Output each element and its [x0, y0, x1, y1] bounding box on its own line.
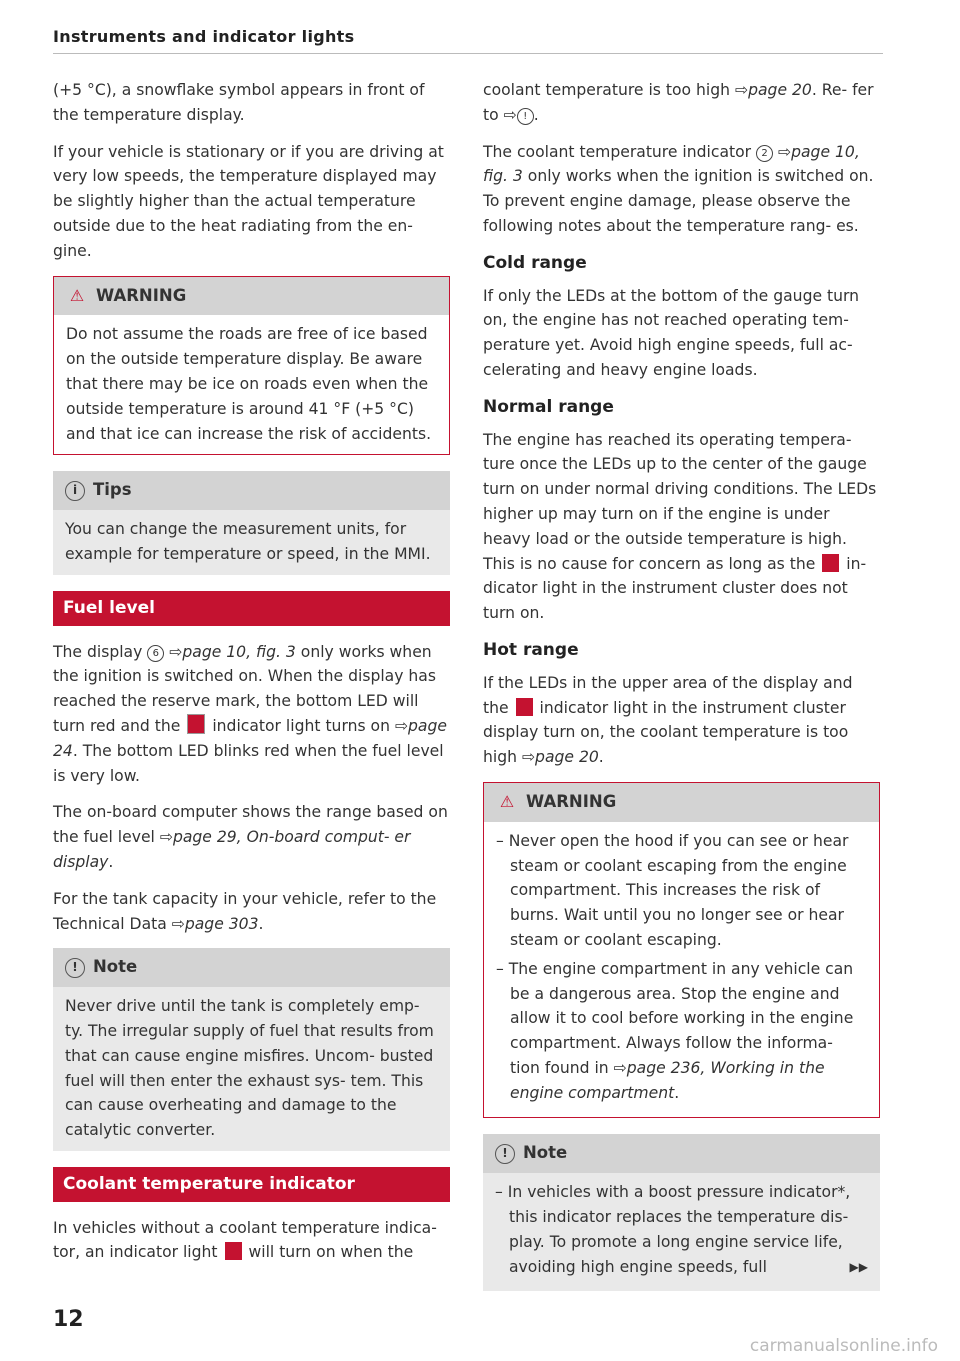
right-column [483, 78, 880, 1307]
warning-header [54, 277, 449, 316]
note-box [483, 1134, 880, 1291]
page-reference-link[interactable]: page 236, Working in the engine compartment [510, 1058, 825, 1102]
paragraph: For the tank capacity in your vehicle, refer to the Technical Data ⇨page 303. [53, 889, 437, 933]
header-divider [53, 53, 883, 54]
ref-arrow-icon: ⇨ [169, 642, 183, 661]
paragraph: If the LEDs in the upper area of the display and the indicator light in the instrument cluster display turn on, the coolant temperature is too high ⇨page 20. [483, 673, 853, 767]
paragraph: In vehicles without a coolant temperature indica- tor, an indicator light will turn on when the [53, 1218, 437, 1262]
page-reference-link[interactable]: page 10, fig. 3 [182, 642, 296, 661]
page-reference-link[interactable]: page 20 [748, 81, 812, 99]
warning-text: Do not assume the roads are free of ice based on the outside temperature display. Be aware that there may be ice on roads even when the outside temperature is around 41 °F (+5 °C) and that ice can increase the risk of accidents. [54, 315, 449, 454]
warning-list [484, 822, 879, 1118]
coolant-indicator-icon [225, 1242, 242, 1260]
section-title-coolant: Coolant temperature indicator [53, 1167, 450, 1202]
warning-triangle-icon: ⚠ [69, 285, 85, 305]
fuel-indicator-icon [187, 714, 205, 734]
warning-title: WARNING [96, 285, 187, 305]
continue-arrow-icon: ▶▶ [849, 1259, 868, 1274]
ref-arrow-icon: ⇨ [613, 1058, 627, 1077]
subheading-cold-range: Cold range [483, 252, 587, 273]
paragraph: If your vehicle is stationary or if you are driving at very low speeds, the temperature displayed may be slightly higher than the actual temperature outside due to the heat radiating from the en- gine. [53, 142, 444, 260]
page-header: Instruments and indicator lights [53, 27, 355, 46]
paragraph: coolant temperature is too high ⇨page 20. Re- fer to ⇨ ! . [483, 81, 874, 124]
coolant-indicator-icon [822, 554, 839, 572]
ref-arrow-icon: ⇨ [394, 716, 409, 735]
list-item: – Never open the hood if you can see or hear steam or coolant escaping from the engine compartment. This increases the risk of burns. Wait until you no longer see or hear steam or coolant escaping. [496, 831, 849, 949]
note-title: Note [93, 957, 138, 977]
page-number: 12 [53, 1307, 84, 1332]
list-item: – The engine compartment in any vehicle can be a dangerous area. Stop the engine and allow it to cool before working in the engine compartment. Always follow the informa- tion found in ⇨page 236, Working in the engine compartment. [496, 959, 854, 1102]
section-title-fuel: Fuel level [53, 591, 450, 626]
watermark: carmanualsonline.info [749, 1336, 938, 1356]
callout-number: 6 [147, 645, 164, 662]
list-item: – In vehicles with a boost pressure indicator*, this indicator replaces the temperature dis- play. To promote a long engine service life, avoiding high engine speeds, full ▶▶ [495, 1180, 868, 1279]
note-box [53, 948, 450, 1151]
ref-arrow-icon: ⇨ [778, 142, 792, 161]
ref-arrow-icon: ⇨ [503, 105, 517, 124]
coolant-indicator-icon [516, 698, 533, 716]
note-text: Never drive until the tank is completely emp- ty. The irregular supply of fuel that results from that can cause engine misfires. Uncom- busted fuel will then enter the exhaust sys- tem. This can cause overheating and damage to the catalytic converter. [65, 997, 434, 1140]
note-icon: ! [495, 1144, 515, 1164]
paragraph: The coolant temperature indicator 2 ⇨page 10, fig. 3 only works when the ignition is switched on. To prevent engine damage, please observe the following notes about the temperature rang- es. [483, 142, 874, 235]
tips-text: You can change the measurement units, for example for temperature or speed, in the MMI. [65, 520, 431, 563]
ref-arrow-icon: ⇨ [159, 828, 173, 847]
tips-box [53, 471, 450, 574]
ref-arrow-icon: ⇨ [171, 914, 185, 933]
warning-triangle-icon: ⚠ [499, 791, 515, 811]
info-icon: i [65, 481, 85, 501]
paragraph: If only the LEDs at the bottom of the gauge turn on, the engine has not reached operating tem- perature yet. Avoid high engine speeds, full ac- celerating and heavy engine loads. [483, 286, 860, 379]
note-title: Note [523, 1143, 568, 1163]
warning-header [484, 783, 879, 822]
paragraph: The on-board computer shows the range based on the fuel level ⇨page 29, On-board comput- er display. [53, 803, 448, 871]
note-header [483, 1134, 880, 1173]
tips-header [53, 471, 450, 510]
tips-title: Tips [93, 480, 132, 500]
warning-box [53, 276, 450, 456]
ref-arrow-icon: ⇨ [521, 748, 536, 767]
note-list [483, 1173, 880, 1291]
page-reference-link[interactable]: page 29, On-board comput- er display [53, 828, 411, 871]
note-header [53, 948, 450, 987]
page-reference-link[interactable]: page 20 [535, 748, 599, 767]
paragraph: (+5 °C), a snowflake symbol appears in front of the temperature display. [53, 81, 425, 124]
ref-arrow-icon: ⇨ [735, 81, 749, 99]
note-ref-icon[interactable]: ! [517, 108, 534, 125]
subheading-normal-range: Normal range [483, 396, 614, 417]
warning-box [483, 782, 880, 1119]
paragraph: The engine has reached its operating tempera- ture once the LEDs up to the center of the gauge turn on under normal driving conditions. The LEDs higher up may turn on if the engine is under heavy load or the outside temperature is high. This is no cause for concern as long as the in- dicator light in the instrument cluster does not turn on. [483, 430, 877, 623]
left-column [53, 78, 450, 1277]
paragraph: The display 6 ⇨page 10, fig. 3 only works when the ignition is switched on. When the display has reached the reserve mark, the bottom LED will turn red and the indicator light turns on ⇨page 24. The bottom LED blinks red when the fuel level is very low. [53, 642, 447, 785]
note-icon: ! [65, 958, 85, 978]
callout-number: 2 [756, 145, 773, 162]
page-reference-link[interactable]: page 303 [184, 914, 259, 933]
page-reference-link[interactable]: page 10, fig. 3 [483, 142, 860, 186]
page-reference-link[interactable]: page 24 [53, 716, 447, 760]
subheading-hot-range: Hot range [483, 639, 579, 660]
warning-title: WARNING [526, 791, 617, 811]
